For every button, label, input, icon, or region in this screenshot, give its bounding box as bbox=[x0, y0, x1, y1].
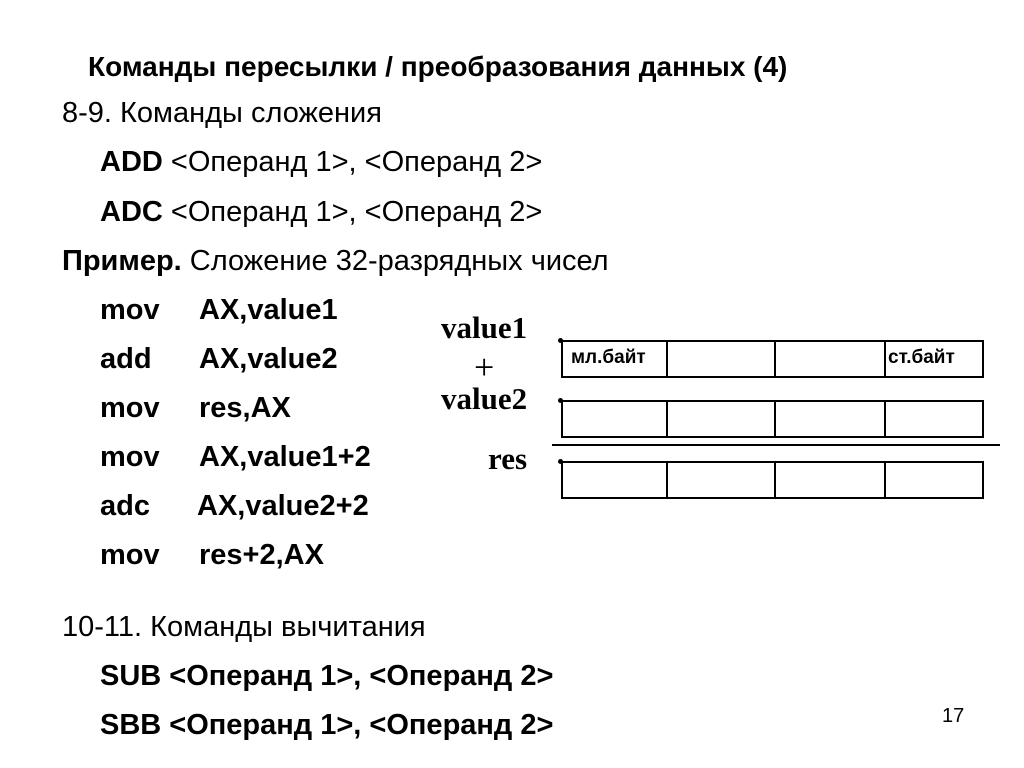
value1-bytes-row bbox=[561, 340, 984, 378]
res-label: res bbox=[488, 441, 528, 476]
add-mnemonic: ADD bbox=[100, 146, 163, 178]
adc-operands: <Операнд 1>, <Операнд 2> bbox=[162, 196, 543, 228]
code-arg: AX,value2 bbox=[199, 343, 338, 375]
plus-sign: + bbox=[474, 347, 495, 387]
add-operands: <Операнд 1>, <Операнд 2> bbox=[162, 146, 543, 178]
res-bytes-row bbox=[561, 461, 984, 499]
code-arg: AX,value2+2 bbox=[197, 490, 369, 522]
value2-label: value2 bbox=[441, 381, 528, 416]
adc-mnemonic: ADC bbox=[100, 196, 163, 228]
code-arg: AX,value1+2 bbox=[199, 441, 371, 473]
section-addition-heading: 8-9. Команды сложения bbox=[62, 97, 382, 129]
code-arg: res+2,AX bbox=[199, 539, 324, 571]
example-label: Пример. bbox=[62, 245, 182, 277]
value2-bytes-row bbox=[561, 400, 984, 438]
value1-label: value1 bbox=[441, 310, 528, 345]
sub-syntax-line: SUB <Операнд 1>, <Операнд 2> bbox=[100, 660, 554, 692]
slide-title: Команды пересылки / преобразования данных (4) bbox=[88, 51, 788, 82]
code-op: mov bbox=[100, 441, 160, 473]
byte-cell bbox=[886, 463, 982, 497]
code-op: mov bbox=[100, 294, 160, 326]
byte-cell bbox=[886, 402, 982, 436]
byte-cell bbox=[668, 402, 776, 436]
sum-separator-line bbox=[552, 444, 1000, 446]
section-subtraction-heading: 10-11. Команды вычитания bbox=[62, 611, 426, 643]
sbb-syntax-line: SBB <Операнд 1>, <Операнд 2> bbox=[100, 709, 554, 741]
code-op: add bbox=[100, 343, 152, 375]
example-text: Сложение 32-разрядных чисел bbox=[181, 245, 609, 277]
byte-cell bbox=[668, 342, 776, 376]
byte-cell bbox=[563, 402, 668, 436]
byte-cell bbox=[776, 342, 886, 376]
example-line bbox=[62, 244, 609, 278]
code-arg: AX,value1 bbox=[199, 294, 338, 326]
code-op: mov bbox=[100, 539, 160, 571]
code-op: mov bbox=[100, 392, 160, 424]
byte-cell bbox=[563, 463, 668, 497]
code-arg: res,AX bbox=[199, 392, 291, 424]
byte-cell bbox=[668, 463, 776, 497]
page-number: 17 bbox=[942, 705, 965, 727]
add-syntax-line bbox=[100, 145, 542, 179]
low-byte-label: мл.байт bbox=[571, 347, 646, 368]
high-byte-label: ст.байт bbox=[888, 347, 955, 368]
adc-syntax-line bbox=[100, 195, 542, 229]
byte-cell bbox=[886, 342, 982, 376]
byte-cell bbox=[776, 402, 886, 436]
byte-cell bbox=[776, 463, 886, 497]
code-op: adc bbox=[100, 490, 150, 522]
byte-cell bbox=[563, 342, 668, 376]
